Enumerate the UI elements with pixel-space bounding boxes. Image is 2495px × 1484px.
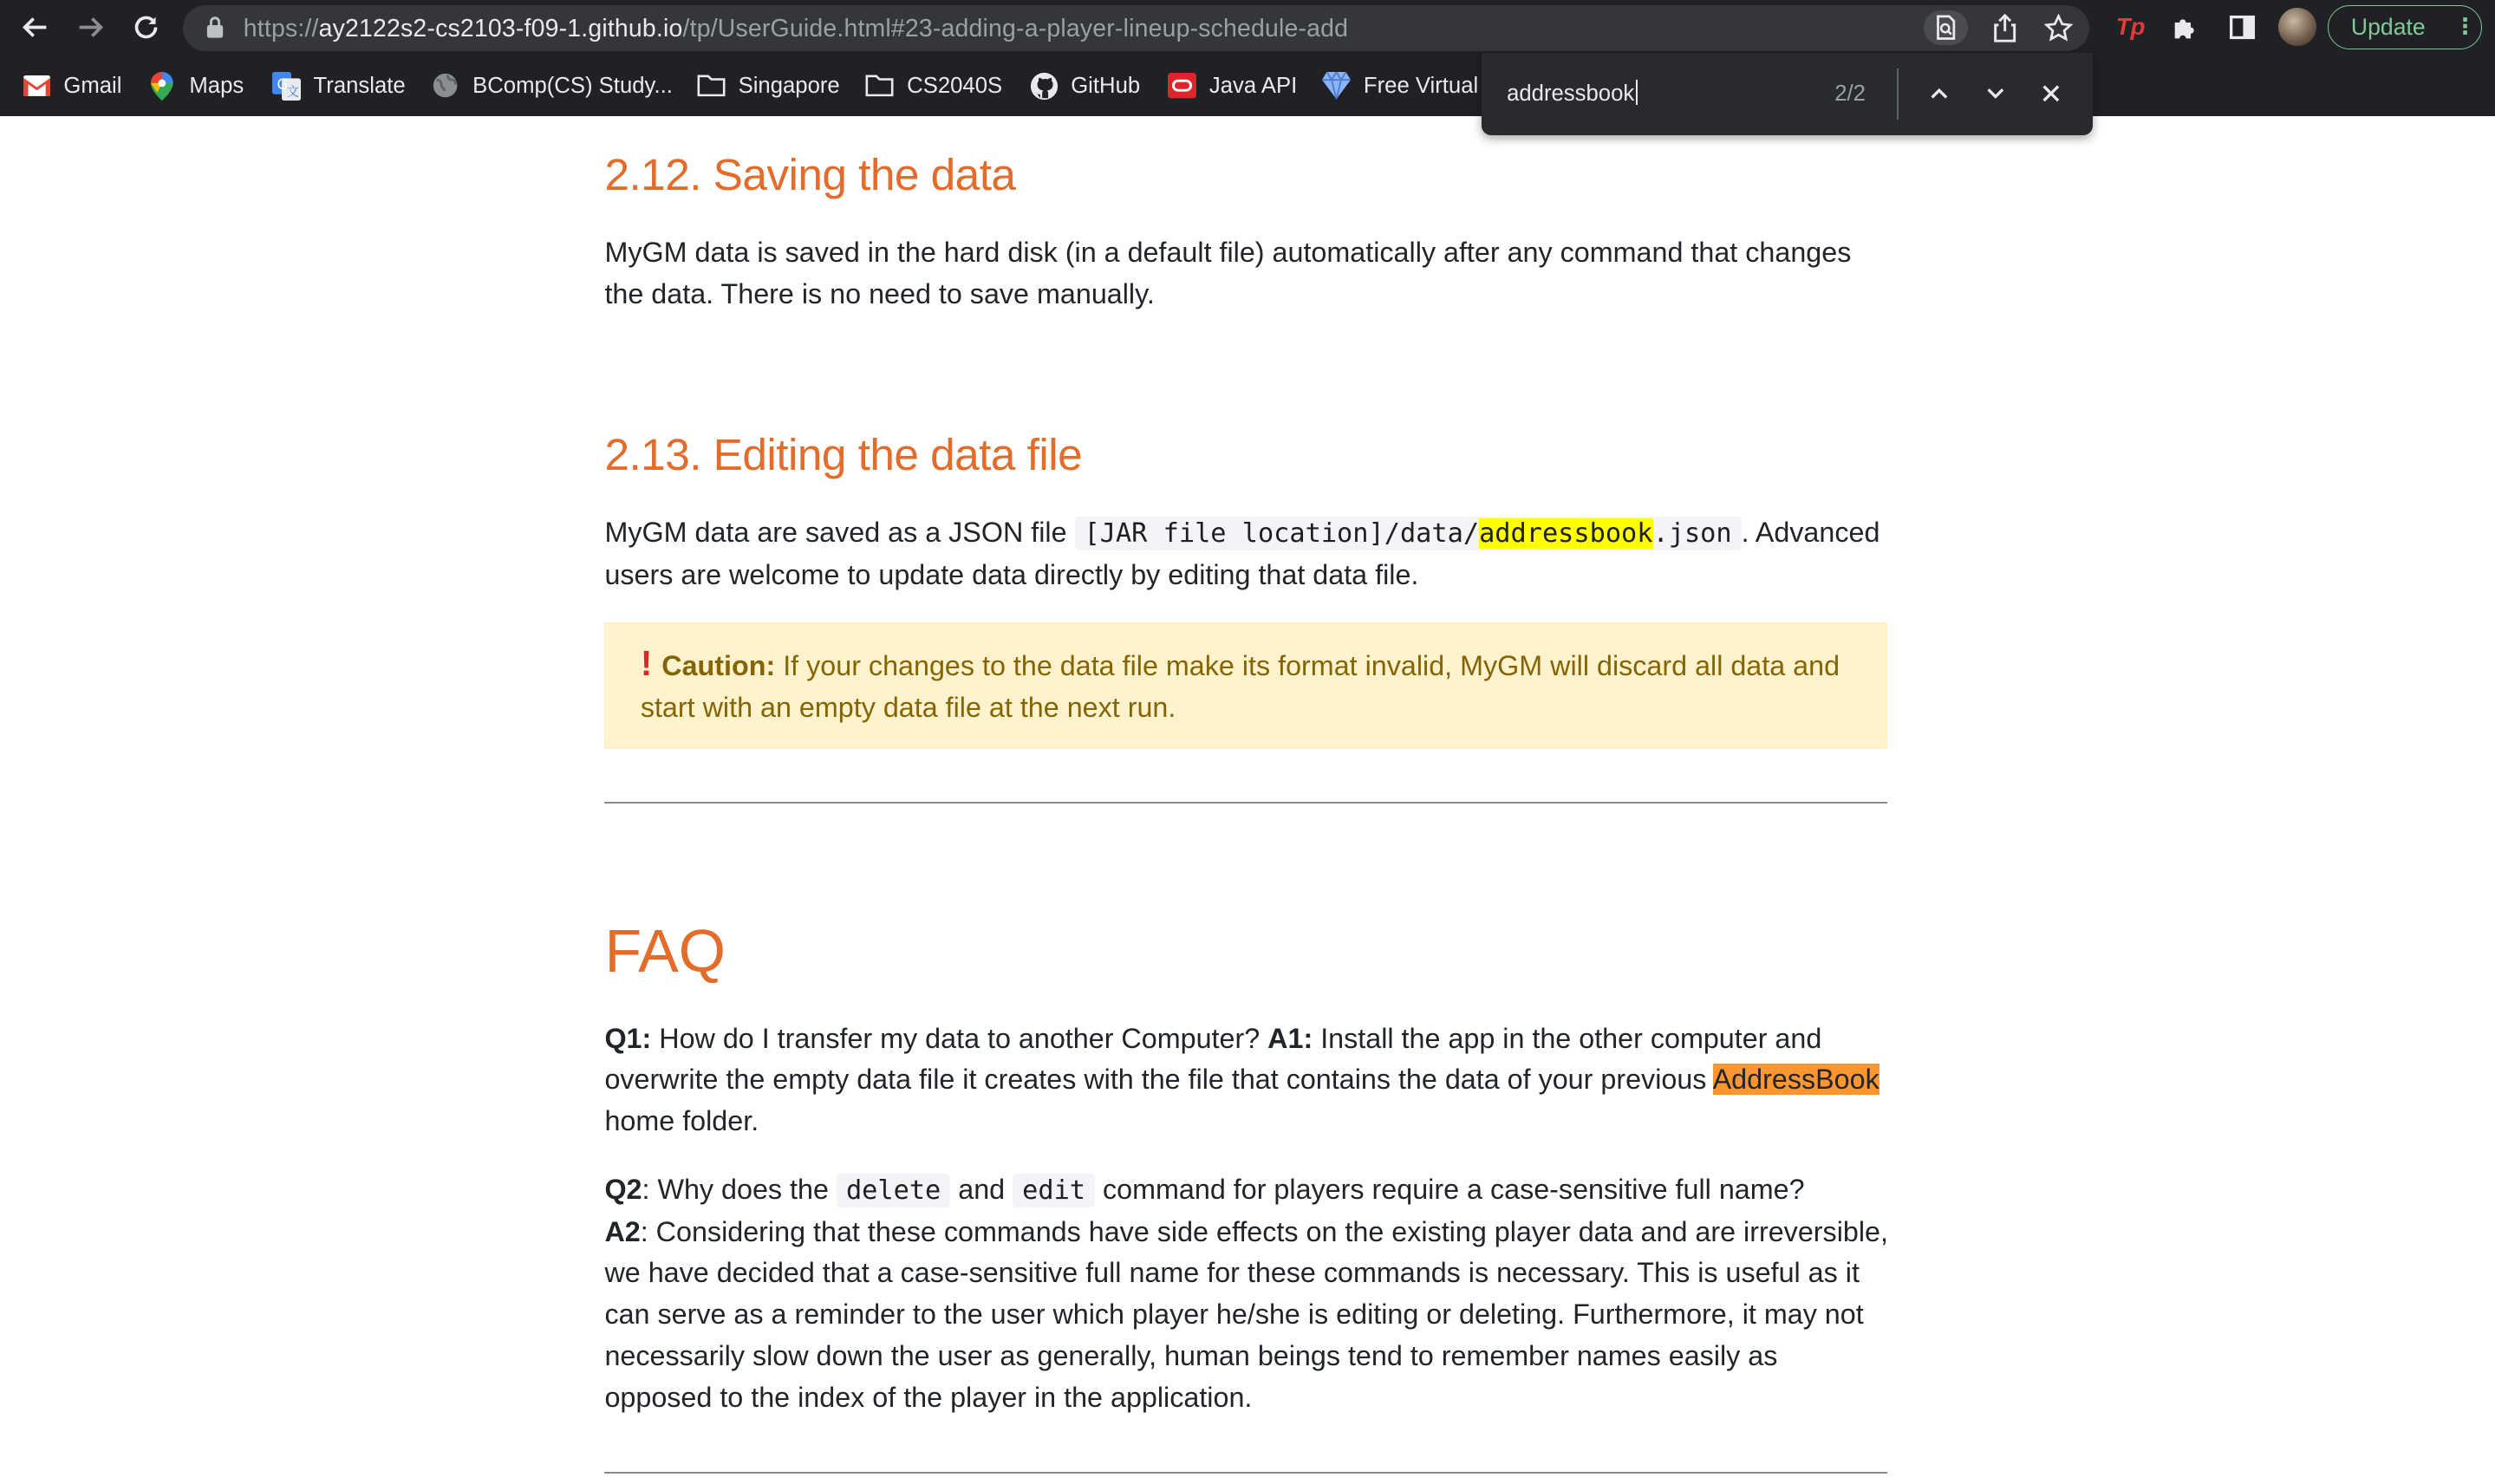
browser-toolbar (0, 0, 2495, 55)
svg-text:G: G (277, 75, 289, 93)
globe-icon (431, 72, 459, 101)
arrow-right-icon (76, 13, 105, 42)
find-input[interactable]: addressbook (1507, 80, 1638, 107)
exclamation-icon: ! (640, 643, 653, 684)
caution-box (604, 622, 1886, 750)
find-divider (1897, 68, 1899, 120)
oracle-icon (1168, 72, 1196, 101)
heading-editing-the-data-file: 2.13. Editing the data file (604, 428, 1083, 479)
find-next-button[interactable] (1979, 78, 2011, 110)
forward-button[interactable] (70, 6, 112, 48)
folder-icon (865, 72, 894, 101)
bookmark-bcomp-study[interactable]: BComp(CS) Study... (431, 70, 672, 102)
browser-chrome (0, 0, 2495, 116)
find-match-active-highlight: AddressBook (1712, 1064, 1879, 1096)
bookmarks-bar (0, 61, 2495, 112)
arrow-left-icon (21, 13, 49, 42)
reload-icon (132, 13, 160, 42)
faq-q2: Q2: Why does the delete and edit command for players require a case-sensitive full name? A2: Considering that these commands have side effects on the existing player data and are irreversible, we have decided that a case-sensitive full name for these commands is necessary. This is useful as it can serve as a reminder to the user which player he/she is editing or deleting. Furthermore, it may not necessarily slow down the user as generally, human beings tend to remember names easily as opposed to the index of the player in the application. (604, 1174, 1888, 1413)
side-panel-icon (2228, 13, 2257, 42)
delete-command-code: delete (837, 1174, 950, 1207)
update-label: Update (2350, 13, 2426, 40)
heading-saving-the-data: 2.12. Saving the data (604, 148, 1016, 199)
paragraph-editing: MyGM data are saved as a JSON file [JAR file location]/data/addressbook.json . Advanced users are welcome to update data directly by editing that data file. (604, 516, 1880, 590)
profile-avatar[interactable] (2278, 8, 2316, 46)
bookmark-java-api[interactable]: Java API (1168, 70, 1297, 102)
star-icon (2044, 14, 2073, 42)
paragraph-saving: MyGM data is saved in the hard disk (in a default file) automatically after any command that changes the data. There is no need to save manually. (604, 236, 1852, 309)
reload-button[interactable] (126, 6, 167, 48)
faq-q1: Q1: How do I transfer my data to another Computer? A1: Install the app in the other computer and overwrite the empty data file it creates with the file that contains the data of your previous AddressBook home folder. (604, 1022, 1879, 1137)
data-file-path-code: [JAR file location]/data/addressbook.json (1075, 517, 1742, 550)
url-text: https://ay2122s2-cs2103-f09-1.github.io/tp/UserGuide.html#23-adding-a-player-lineup-schedule-add (243, 14, 1349, 42)
address-bar[interactable] (183, 5, 2089, 51)
chevron-down-icon (1984, 82, 2007, 105)
extensions-button[interactable] (2167, 6, 2205, 48)
lock-icon (205, 16, 225, 40)
side-panel-button[interactable] (2223, 6, 2261, 48)
bookmark-maps[interactable]: Maps (148, 70, 244, 102)
share-button[interactable] (1987, 10, 2022, 45)
update-button[interactable] (2328, 5, 2482, 49)
find-close-button[interactable] (2035, 78, 2067, 110)
heading-faq: FAQ (604, 917, 726, 986)
bookmark-star-button[interactable] (2042, 10, 2076, 45)
caution-text: If your changes to the data file make its format invalid, MyGM will discard all data and start with an empty data file at the next run. (640, 650, 1840, 724)
bookmark-translate[interactable]: G 文 Translate (272, 70, 406, 102)
svg-text:文: 文 (286, 84, 300, 100)
bookmark-cs2040s[interactable]: CS2040S (865, 70, 1002, 102)
more-menu-icon: ⋮ (2453, 15, 2477, 40)
share-icon (1992, 14, 2017, 42)
find-in-page-button[interactable] (1924, 10, 1968, 45)
page-search-icon (1933, 15, 1958, 40)
translate-icon (272, 72, 301, 101)
tp-extension-icon: Tp (2115, 13, 2146, 41)
find-previous-button[interactable] (1924, 78, 1956, 110)
folder-icon (697, 72, 726, 101)
find-bar (1482, 53, 2093, 135)
tp-extension-button[interactable] (2112, 6, 2150, 48)
section-divider (604, 1472, 1886, 1474)
gmail-icon (23, 72, 51, 101)
find-match-highlight: addressbook (1479, 517, 1653, 549)
back-button[interactable] (15, 6, 56, 48)
omnibox-actions (1924, 10, 2076, 46)
heart-icon (1322, 72, 1351, 101)
edit-command-code: edit (1013, 1174, 1095, 1207)
caution-label: Caution: (661, 650, 776, 682)
github-icon (1030, 72, 1059, 101)
bookmark-github[interactable]: GitHub (1030, 70, 1141, 102)
section-divider (604, 802, 1886, 804)
close-icon (2040, 82, 2062, 105)
find-match-count: 2/2 (1834, 81, 1866, 106)
chevron-up-icon (1928, 82, 1951, 105)
bookmark-singapore[interactable]: Singapore (697, 70, 840, 102)
puzzle-icon (2172, 13, 2200, 42)
maps-icon (148, 72, 177, 101)
bookmark-gmail[interactable]: Gmail (23, 70, 122, 102)
bookmark-free-virtual[interactable]: Free Virtual (1322, 70, 1478, 102)
